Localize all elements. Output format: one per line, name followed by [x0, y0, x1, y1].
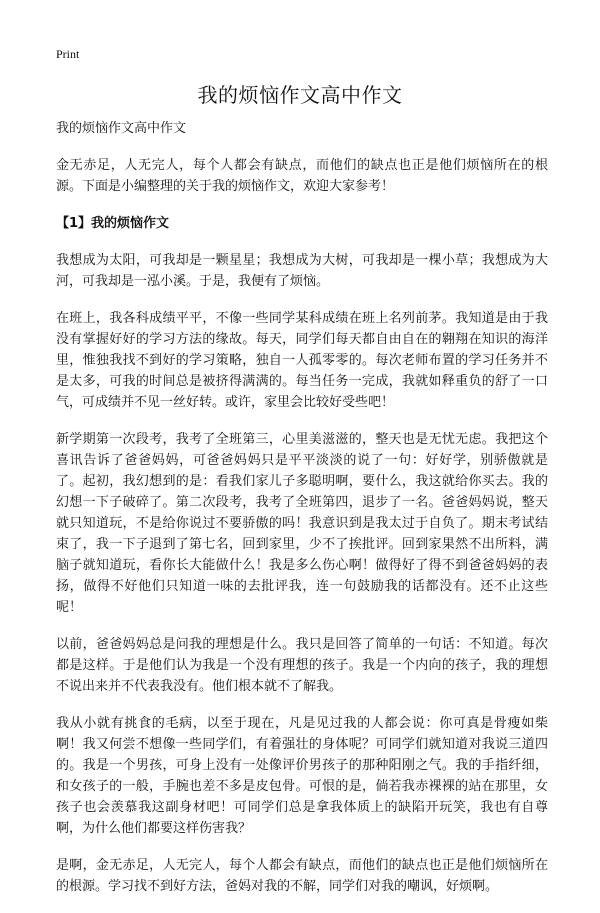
body-paragraph: 在班上，我各科成绩平平，不像一些同学某科成绩在班上名列前茅。我知道是由于我没有掌握好好的学习方法的缘故。每天，同学们每天都自由自在的翱翔在知识的海洋里，惟独我找不到好的学习策略，独自一人孤零零的。每次老师布置的学习任务并不是太多，可我的时间总是被挤得满满的。每当任务一完成，我就如释重负的舒了一口气，可成绩并不见一丝好转。或许，家里会比较好受些吧！: [56, 311, 548, 410]
page-title: 我的烦恼作文高中作文: [197, 83, 403, 107]
section-heading: 【1】我的烦恼作文: [56, 216, 170, 231]
intro-paragraph: 金无赤足，人无完人，每个人都会有缺点，而他们的缺点也正是他们烦恼所在的根源。下面是小编整理的关于我的烦恼作文，欢迎大家参考！: [56, 158, 548, 194]
body-paragraph: 以前，爸爸妈妈总是问我的理想是什么。我只是回答了简单的一句话：不知道。每次都是这样。于是他们认为我是一个没有理想的孩子。我是一个内向的孩子，我的理想不说出来并不代表我没有。他们根本就不了解我。: [56, 637, 548, 694]
body-paragraph: 我从小就有挑食的毛病，以至于现在，凡是见过我的人都会说：你可真是骨瘦如柴啊！我又何尝不想像一些同学们，有着强壮的身体呢？可同学们就知道对我说三道四的。我是一个男孩，可身上没有一处像评价男孩子的那种阳刚之气。我的手指纤细，和女孩子的一般，手腕也差不多是皮包骨。可恨的是，倘若我赤裸裸的站在那里，女孩子也会羡慕我这副身材吧！可同学们总是拿我体质上的缺陷开玩笑，我也有自尊啊，为什么他们都要这样伤害我？: [56, 716, 548, 836]
body-paragraph: 我想成为太阳，可我却是一颗星星；我想成为大树，可我却是一棵小草；我想成为大河，可我却是一泓小溪。于是，我便有了烦恼。: [56, 253, 548, 289]
print-link[interactable]: Print: [56, 47, 80, 61]
body-paragraph: 是啊，金无赤足，人无完人，每个人都会有缺点，而他们的缺点也正是他们烦恼所在的根源。学习找不到好方法，爸妈对我的不解，同学们对我的嘲讽，好烦啊。: [56, 858, 548, 894]
article-subtitle: 我的烦恼作文高中作文: [56, 121, 187, 136]
body-paragraph: 新学期第一次段考，我考了全班第三，心里美滋滋的，整天也是无忧无虑。我把这个喜讯告诉了爸爸妈妈，可爸爸妈妈只是平平淡淡的说了一句：好好学，别骄傲就是了。起初，我幻想到的是：看我们家儿子多聪明啊，要什么，我这就给你买去。我的幻想一下子破碎了。第二次段考，我考了全班第四，退步了一名。爸爸妈妈说，整天就只知道玩，不是给你说过不要骄傲的吗！我意识到是我太过于自负了。期末考试结束了，我一下子退到了第七名，回到家里，少不了挨批评。回到家果然不出所料，满脑子就知道玩，看你长大能做什么！我是多么伤心啊！做得好了得不到爸爸妈妈的表扬，做得不好他们只知道一味的去批评我，连一句鼓励我的话都没有。还不止这些呢！: [56, 432, 548, 615]
article-body: [56, 118, 548, 913]
